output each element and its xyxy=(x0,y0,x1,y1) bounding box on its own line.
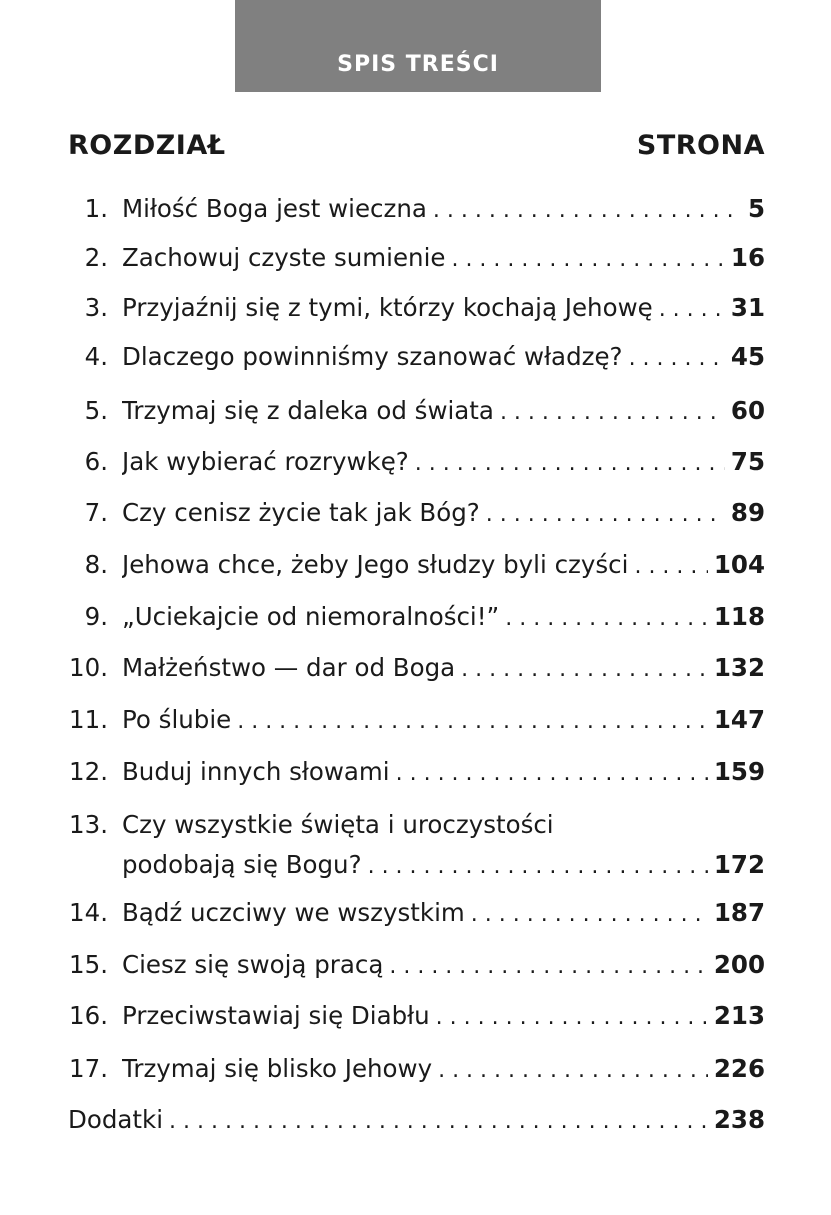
chapter-number: 13. xyxy=(69,810,108,839)
dot-leader xyxy=(634,547,707,585)
dot-leader xyxy=(451,240,724,278)
chapter-title: Bądź uczciwy we wszystkim xyxy=(122,898,465,927)
page-number: 226 xyxy=(713,1054,765,1083)
chapter-title: Trzymaj się z daleka od świata xyxy=(122,396,494,425)
page-number: 187 xyxy=(713,898,765,927)
chapter-number: 14. xyxy=(69,898,108,927)
chapter-title: Małżeństwo — dar od Boga xyxy=(122,653,456,682)
column-header-chapter: ROZDZIAŁ xyxy=(68,130,226,161)
chapter-number: 2. xyxy=(84,243,108,272)
page-number: 132 xyxy=(713,653,765,682)
page-number: 89 xyxy=(730,498,765,527)
toc-entry-8[interactable] xyxy=(68,545,765,585)
chapter-title: Jehowa chce, żeby Jego słudzy byli czyści xyxy=(122,550,629,579)
toc-entry-4[interactable] xyxy=(68,337,765,377)
toc-entry-1[interactable] xyxy=(68,189,765,229)
header-banner xyxy=(235,0,601,92)
dot-leader xyxy=(500,393,725,431)
dot-leader xyxy=(169,1102,708,1140)
chapter-number: 6. xyxy=(84,447,108,476)
chapter-title: Po ślubie xyxy=(122,705,232,734)
page-number: 147 xyxy=(713,705,765,734)
toc-entry-15[interactable] xyxy=(68,945,765,985)
dot-leader xyxy=(505,599,708,637)
chapter-title: „Uciekajcie od niemoralności!” xyxy=(122,602,500,631)
toc-entry-9[interactable] xyxy=(68,597,765,637)
page-number: 118 xyxy=(713,602,765,631)
chapter-title: Zachowuj czyste sumienie xyxy=(122,243,446,272)
chapter-title: Ciesz się swoją pracą xyxy=(122,950,384,979)
toc-entry-10[interactable] xyxy=(68,648,765,688)
page-number: 213 xyxy=(713,1001,765,1030)
dot-leader xyxy=(436,998,708,1036)
chapter-number: 10. xyxy=(69,653,108,682)
page-number: 60 xyxy=(730,396,765,425)
chapter-title: Trzymaj się blisko Jehowy xyxy=(122,1054,433,1083)
toc-entry-appendix[interactable] xyxy=(68,1100,765,1140)
chapter-title: Miłość Boga jest wieczna xyxy=(122,194,427,223)
page-number: 5 xyxy=(747,194,765,223)
dot-leader xyxy=(471,895,708,933)
chapter-number: 3. xyxy=(84,293,108,322)
dot-leader xyxy=(659,290,725,328)
chapter-number: 4. xyxy=(84,342,108,371)
toc-entry-6[interactable] xyxy=(68,442,765,482)
column-header-page: STRONA xyxy=(636,130,765,161)
page-number: 31 xyxy=(730,293,765,322)
chapter-number: 17. xyxy=(69,1054,108,1083)
toc-entry-2[interactable] xyxy=(68,238,765,278)
dot-leader xyxy=(629,339,725,377)
toc-entry-11[interactable] xyxy=(68,700,765,740)
dot-leader xyxy=(438,1051,708,1089)
page-number: 75 xyxy=(730,447,765,476)
chapter-number: 7. xyxy=(84,498,108,527)
appendix-title: Dodatki xyxy=(68,1105,164,1134)
toc-entry-13[interactable] xyxy=(68,805,765,885)
chapter-number: 5. xyxy=(84,396,108,425)
chapter-title: Dlaczego powinniśmy szanować władzę? xyxy=(122,342,623,371)
dot-leader xyxy=(433,191,742,229)
chapter-title: Przeciwstawiaj się Diabłu xyxy=(122,1001,430,1030)
page-number: 16 xyxy=(730,243,765,272)
page-number: 159 xyxy=(713,757,765,786)
chapter-title-line1: Czy wszystkie święta i uroczystości xyxy=(122,810,554,839)
chapter-number: 1. xyxy=(84,194,108,223)
toc-entry-17[interactable] xyxy=(68,1049,765,1089)
page-number: 172 xyxy=(713,850,765,879)
toc-entry-12[interactable] xyxy=(68,752,765,792)
chapter-title: Jak wybierać rozrywkę? xyxy=(122,447,409,476)
chapter-title: Przyjaźnij się z tymi, którzy kochają Jehowę xyxy=(122,293,653,322)
toc-entry-7[interactable] xyxy=(68,493,765,533)
chapter-number: 11. xyxy=(69,705,108,734)
dot-leader xyxy=(461,650,708,688)
chapter-title: Buduj innych słowami xyxy=(122,757,390,786)
page-number: 104 xyxy=(713,550,765,579)
chapter-number: 16. xyxy=(69,1001,108,1030)
page-number: 45 xyxy=(730,342,765,371)
chapter-number: 8. xyxy=(84,550,108,579)
page-number: 200 xyxy=(713,950,765,979)
page-title: SPIS TREŚCI xyxy=(337,52,499,77)
dot-leader xyxy=(396,754,708,792)
toc-entry-3[interactable] xyxy=(68,288,765,328)
dot-leader xyxy=(237,702,708,740)
dot-leader xyxy=(415,444,725,482)
dot-leader xyxy=(389,947,707,985)
toc-entry-14[interactable] xyxy=(68,893,765,933)
chapter-number: 15. xyxy=(69,950,108,979)
toc-entry-16[interactable] xyxy=(68,996,765,1036)
dot-leader xyxy=(486,495,725,533)
chapter-number: 12. xyxy=(69,757,108,786)
toc-entry-5[interactable] xyxy=(68,391,765,431)
dot-leader xyxy=(368,847,708,885)
chapter-number: 9. xyxy=(84,602,108,631)
chapter-title: podobają się Bogu? xyxy=(122,850,362,879)
page-number: 238 xyxy=(713,1105,765,1134)
chapter-title: Czy cenisz życie tak jak Bóg? xyxy=(122,498,480,527)
